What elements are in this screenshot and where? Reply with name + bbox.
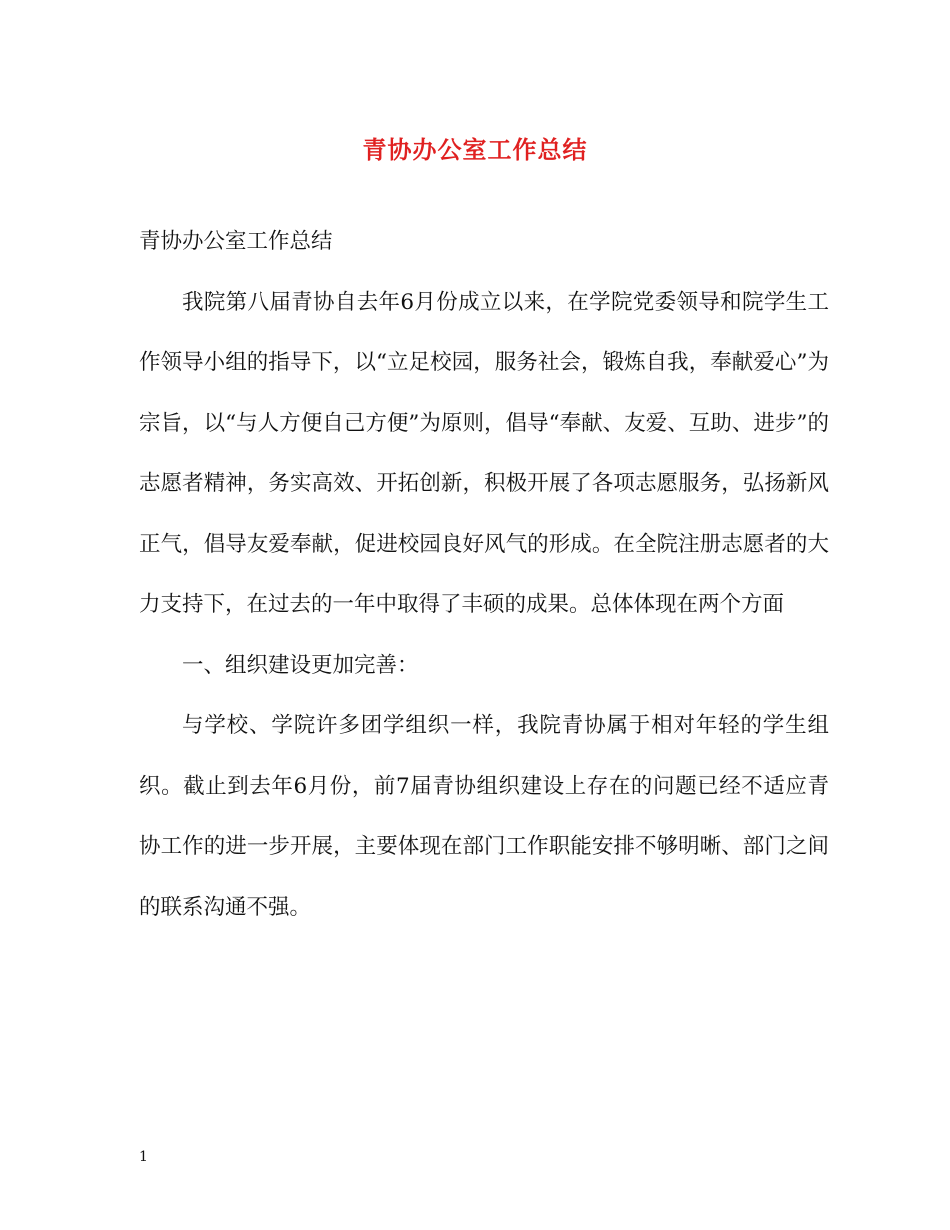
section-heading: 一、组织建设更加完善：: [182, 652, 419, 678]
page-number: 1: [139, 1149, 148, 1165]
subtitle-paragraph: 青协办公室工作总结: [139, 229, 333, 254]
page-title: 青协办公室工作总结: [362, 135, 588, 164]
section-paragraph: 与学校、学院许多团学组织一样，我院青协属于相对年轻的学生组织。截止到去年6月份，前7届青协组织建设上存在的问题已经不适应青协工作的进一步开展，主要体现在部门工作职能安排不够明晰、部门之间的联系沟通不强。: [139, 713, 829, 920]
document-body: [139, 212, 829, 938]
intro-paragraph: 我院第八届青协自去年6月份成立以来，在学院党委领导和院学生工作领导小组的指导下，以“立足校园，服务社会，锻炼自我，奉献爱心”为宗旨，以“与人方便自己方便”为原则，倡导“奉献、友爱、互助、进步”的志愿者精神，务实高效、开拓创新，积极开展了各项志愿服务，弘扬新风正气，倡导友爱奉献，促进校园良好风气的形成。在全院注册志愿者的大力支持下，在过去的一年中取得了丰硕的成果。总体体现在两个方面: [139, 289, 829, 617]
